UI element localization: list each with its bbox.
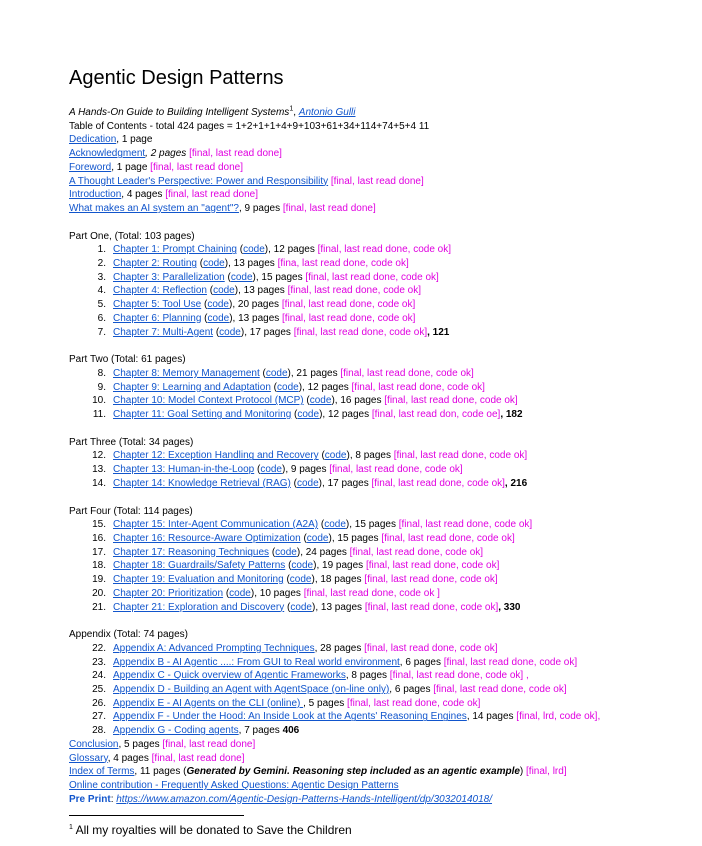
subtitle-line (69, 106, 689, 120)
chapter-status: [final, last read done, code ok] (282, 312, 416, 324)
appendix-pages: , 6 pages (389, 684, 434, 696)
front-matter-link[interactable]: A Thought Leader's Perspective: Power and Responsibility (69, 175, 329, 187)
appendix-number: 24. (92, 670, 106, 682)
front-matter-item (69, 161, 689, 175)
paren-open: ( (269, 546, 276, 558)
chapter-link[interactable]: Chapter 19: Evaluation and Monitoring (113, 574, 284, 586)
appendix-link[interactable]: Appendix G - Coding agents (113, 725, 239, 737)
paren-close: ) (229, 312, 233, 324)
chapter-item (69, 367, 689, 381)
chapter-link[interactable]: Chapter 20: Prioritization (113, 587, 224, 599)
appendix-number: 23. (92, 656, 106, 668)
chapter-status: [final, last read done, code ok] (393, 450, 528, 462)
paren-open: ( (318, 450, 325, 462)
chapter-pages: , 18 pages (314, 574, 365, 586)
appendix-link[interactable]: Appendix A: Advanced Prompting Techniques (113, 642, 315, 654)
chapter-status: [final, last read done, code ok] (281, 299, 416, 311)
paren-close: ) (224, 258, 229, 270)
paren-close: ) (346, 450, 350, 462)
chapter-item (69, 394, 689, 408)
running-total: , 330 (498, 601, 521, 613)
code-link[interactable]: code (203, 258, 225, 270)
index-note: Generated by Gemini. Reasoning step included as an agentic example (186, 766, 520, 778)
appendix-number: 27. (92, 711, 106, 723)
appendix-link[interactable]: Appendix B - AI Agentic ....: From GUI to Real world environment (113, 656, 400, 668)
footnote-text: All my royalties will be donated to Save the Children (72, 823, 352, 837)
paren-open: ( (283, 574, 290, 586)
paren-open: ( (291, 409, 298, 421)
paren-close: ) (264, 244, 269, 256)
front-matter-status: [final, last read done] (165, 189, 259, 201)
chapter-pages: , 15 pages (331, 532, 382, 544)
front-matter-status: [final, last read done] (282, 202, 376, 214)
paren-open: ( (303, 395, 310, 407)
preprint-link[interactable]: https://www.amazon.com/Agentic-Design-Patterns-Hands-Intelligent/dp/3032014018/ (116, 793, 493, 805)
paren-open: ( (224, 271, 231, 283)
chapter-number: 21. (92, 601, 106, 613)
appendix-number: 22. (92, 642, 106, 654)
chapter-number: 9. (97, 381, 106, 393)
paren-open: ( (270, 381, 278, 393)
chapter-number: 12. (92, 450, 106, 462)
preprint-separator: : (110, 793, 117, 805)
chapter-status: [final, last read done, code ok] (293, 326, 428, 338)
paren-open: ( (201, 299, 208, 311)
front-matter-item (69, 188, 689, 202)
chapter-link[interactable]: Chapter 5: Tool Use (113, 299, 202, 311)
front-matter-status: [final, last read done] (330, 175, 424, 187)
front-matter-item (69, 147, 689, 161)
chapter-status: [final, last read done, code ok] (398, 519, 533, 531)
faq-link[interactable]: Online contribution - Frequently Asked Questions: Agentic Design Patterns (69, 779, 399, 791)
glossary-status: [final, last read done] (151, 752, 245, 764)
chapter-status: [final, last read done, code ok] (351, 381, 485, 393)
chapter-link[interactable]: Chapter 14: Knowledge Retrieval (RAG) (113, 477, 291, 489)
front-matter-link[interactable]: Foreword (69, 161, 112, 173)
chapter-status: [final, last read done, code ok] (364, 601, 499, 613)
chapter-number: 18. (92, 560, 106, 572)
chapter-item (69, 587, 689, 601)
toc-summary: Table of Contents - total 424 pages = 1+2+1+1+4+9+103+61+34+114+74+5+4 11 (69, 120, 430, 132)
chapter-item (69, 477, 689, 491)
code-link[interactable]: code (309, 395, 332, 407)
front-matter-item (69, 202, 689, 216)
code-link[interactable]: code (265, 367, 288, 379)
running-total: , 216 (504, 477, 528, 489)
appendix-number: 28. (92, 725, 106, 737)
chapter-item (69, 449, 689, 463)
appendix-pages: , 8 pages (345, 670, 390, 682)
paren-close: ) (240, 326, 245, 338)
chapter-pages: , 13 pages (232, 312, 283, 324)
code-link[interactable]: code (230, 271, 253, 283)
chapter-number: 15. (92, 519, 106, 531)
code-link[interactable]: code (213, 285, 235, 297)
paren-close: ) (319, 409, 323, 421)
appendix-number: 25. (92, 684, 106, 696)
front-matter-status: [final, last read done] (186, 148, 282, 160)
paren-close: ) (287, 367, 291, 379)
code-link[interactable]: code (207, 312, 230, 324)
code-link[interactable]: code (324, 450, 347, 462)
chapter-status: [final, last read done, code ok] (305, 271, 439, 283)
appendix-pages: , 5 pages (303, 697, 348, 709)
chapter-pages: , 13 pages (228, 258, 278, 270)
chapter-number: 17. (92, 546, 106, 558)
appendix-status: [final, last read done, code ok] (364, 642, 498, 654)
chapter-pages: , 10 pages (254, 587, 304, 599)
appendix-pages: , 14 pages (466, 711, 517, 723)
document-body (69, 64, 689, 806)
code-link[interactable]: code (289, 574, 312, 586)
paren-close: ) (345, 519, 350, 531)
paren-open: ( (206, 285, 214, 297)
front-matter-status: [final, last read done] (150, 161, 244, 173)
chapter-pages: , 12 pages (302, 381, 352, 393)
chapter-item (69, 298, 689, 312)
chapter-item (69, 243, 689, 257)
paren-open: ( (201, 312, 208, 324)
appendix-item (69, 710, 689, 724)
chapter-item (69, 284, 689, 298)
chapter-item (69, 518, 689, 532)
running-total: , 182 (500, 409, 523, 421)
chapter-item (69, 463, 689, 477)
preprint-line (69, 793, 689, 807)
front-matter-list (69, 133, 689, 215)
chapter-number: 16. (92, 532, 106, 544)
appendix-item (69, 669, 689, 683)
chapter-item (69, 271, 689, 285)
faq-line (69, 779, 689, 793)
appendix-item (69, 697, 689, 711)
front-matter-item (69, 133, 689, 147)
appendix-heading: Appendix (Total: 74 pages) (69, 629, 188, 641)
paren-open: ( (236, 244, 244, 256)
paren-close: ) (296, 546, 301, 558)
front-matter-link[interactable]: Acknowledgment (69, 148, 146, 160)
chapter-number: 1. (97, 244, 106, 256)
chapter-link[interactable]: Chapter 1: Prompt Chaining (113, 244, 237, 256)
running-total: , 121 (427, 326, 450, 338)
chapter-pages: , 17 pages (244, 326, 294, 338)
chapter-pages: , 15 pages (349, 519, 399, 531)
chapter-item (69, 408, 689, 422)
index-pages: , 11 pages ( (134, 766, 187, 778)
chapter-link[interactable]: Chapter 7: Multi-Agent (113, 326, 214, 338)
index-link[interactable]: Index of Terms (69, 766, 135, 778)
chapter-item (69, 559, 689, 573)
chapter-pages: , 20 pages (232, 299, 282, 311)
code-link[interactable]: code (291, 560, 314, 572)
chapter-status: [final, last read don, code oe] (371, 409, 501, 421)
appendix-status: [final, last read done, code ok] , (389, 670, 529, 682)
paren-open: ( (290, 477, 297, 489)
chapter-number: 6. (97, 312, 106, 324)
front-matter-link[interactable]: Introduction (69, 189, 122, 201)
code-link[interactable]: code (207, 299, 229, 311)
appendix-link[interactable]: Appendix D - Building an Agent with AgentSpace (on-line only) (113, 684, 390, 696)
conclusion-status: [final, last read done] (162, 738, 256, 750)
appendix-link[interactable]: Appendix C - Quick overview of Agentic Frameworks (113, 670, 346, 682)
part-heading: Part Three (Total: 34 pages) (69, 436, 194, 448)
paren-open: ( (223, 587, 230, 599)
appendix-item (69, 656, 689, 670)
code-link[interactable]: code (277, 381, 299, 393)
paren-open: ( (300, 532, 307, 544)
appendix-pages: , 6 pages (399, 656, 444, 668)
chapter-link[interactable]: Chapter 3: Parallelization (113, 271, 225, 283)
chapter-status: [final, last read done, code ok] (371, 477, 505, 489)
appendix-pages: , 7 pages (238, 725, 283, 737)
chapter-pages: , 9 pages (285, 464, 330, 476)
chapter-link[interactable]: Chapter 12: Exception Handling and Recovery (113, 450, 319, 462)
code-link[interactable]: code (290, 601, 312, 613)
conclusion-pages: , 5 pages (118, 738, 163, 750)
parts-list (69, 216, 689, 615)
paren-close: ) (328, 532, 332, 544)
conclusion-link[interactable]: Conclusion (69, 738, 119, 750)
conclusion-line (69, 738, 689, 752)
part-heading: Part One, (Total: 103 pages) (69, 230, 195, 242)
chapter-number: 2. (97, 258, 106, 270)
chapter-link[interactable]: Chapter 11: Goal Setting and Monitoring (113, 409, 292, 421)
chapter-status: [final, last read done, code ok] (365, 560, 500, 572)
footnote-number: 1 (69, 824, 73, 831)
chapter-status: [final, last read done, code ok] (317, 244, 452, 256)
subtitle-separator: , (293, 107, 299, 118)
paren-close: ) (282, 464, 286, 476)
chapter-status: [fina, last read done, code ok] (277, 258, 409, 270)
running-total: 406 (282, 725, 300, 737)
chapter-status: [final, last read done, code ok ] (303, 587, 440, 599)
chapter-pages: , 12 pages (322, 409, 372, 421)
paren-close: ) (312, 601, 316, 613)
chapter-item (69, 257, 689, 271)
chapter-number: 11. (92, 409, 106, 421)
appendix-status: [final, last read done, code ok] (347, 697, 481, 709)
chapter-pages: , 8 pages (349, 450, 394, 462)
chapter-number: 10. (92, 395, 106, 407)
chapter-pages: , 19 pages (316, 560, 366, 572)
front-matter-link[interactable]: What makes an AI system an "agent"? (69, 202, 239, 214)
paren-open: ( (213, 326, 220, 338)
chapter-pages: , 16 pages (334, 395, 385, 407)
paren-close: ) (250, 587, 255, 599)
glossary-line (69, 752, 689, 766)
preprint-label: Pre Print (69, 793, 111, 805)
chapter-item (69, 601, 689, 615)
chapter-link[interactable]: Chapter 6: Planning (113, 312, 202, 324)
author-link[interactable]: Antonio Gulli (298, 107, 356, 118)
chapter-item (69, 326, 689, 340)
paren-close: ) (234, 285, 239, 297)
chapter-number: 3. (97, 271, 106, 283)
code-link[interactable]: code (306, 532, 329, 544)
section-gap (69, 339, 689, 353)
appendix-number: 26. (92, 697, 106, 709)
chapter-number: 4. (97, 285, 106, 297)
appendix-item (69, 683, 689, 697)
chapter-link[interactable]: Chapter 9: Learning and Adaptation (113, 381, 271, 393)
section-gap (69, 216, 689, 230)
appendix-item (69, 642, 689, 656)
chapter-item (69, 381, 689, 395)
appendix-item (69, 724, 689, 738)
chapter-link[interactable]: Chapter 18: Guardrails/Safety Patterns (113, 560, 286, 572)
footnote-rule (69, 815, 244, 816)
code-link[interactable]: code (297, 409, 320, 421)
code-link[interactable]: code (324, 519, 346, 531)
chapter-number: 20. (92, 587, 106, 599)
chapter-link[interactable]: Chapter 21: Exploration and Discovery (113, 601, 285, 613)
chapter-pages: , 24 pages (300, 546, 350, 558)
chapter-pages: , 21 pages (290, 367, 341, 379)
chapter-item (69, 573, 689, 587)
paren-close: ) (311, 574, 315, 586)
chapter-link[interactable]: Chapter 13: Human-in-the-Loop (113, 464, 255, 476)
section-gap (69, 491, 689, 505)
paren-open: ( (285, 560, 292, 572)
subtitle: A Hands-On Guide to Building Intelligent Systems (69, 107, 290, 118)
chapter-number: 14. (92, 477, 106, 489)
appendix-pages: , 28 pages (314, 642, 365, 654)
footnote-ref[interactable]: 1 (289, 105, 294, 113)
chapter-link[interactable]: Chapter 2: Routing (113, 258, 197, 270)
chapter-pages: , 12 pages (268, 244, 318, 256)
chapter-link[interactable]: Chapter 4: Reflection (113, 285, 207, 297)
code-link[interactable]: code (275, 546, 297, 558)
code-link[interactable]: code (260, 464, 282, 476)
front-matter-item (69, 175, 689, 189)
front-matter-link[interactable]: Dedication (69, 134, 117, 146)
chapter-link[interactable]: Chapter 15: Inter-Agent Communication (A2A) (113, 519, 319, 531)
front-matter-pages: , 2 pages (145, 148, 187, 160)
chapter-pages: , 17 pages (322, 477, 372, 489)
paren-open: ( (284, 601, 291, 613)
chapter-item (69, 546, 689, 560)
index-note-close: ) (519, 766, 527, 778)
glossary-link[interactable]: Glossary (69, 752, 108, 764)
chapter-status: [final, last read done, code ok] (287, 285, 421, 297)
section-gap (69, 422, 689, 436)
chapter-number: 13. (92, 464, 106, 476)
paren-open: ( (259, 367, 266, 379)
footnote (69, 822, 352, 838)
chapter-number: 5. (97, 299, 106, 311)
chapter-pages: , 13 pages (238, 285, 288, 297)
paren-close: ) (331, 395, 335, 407)
paren-open: ( (318, 519, 325, 531)
paren-close: ) (318, 477, 323, 489)
front-matter-pages: , 1 page (116, 134, 153, 146)
appendix-link[interactable]: Appendix F - Under the Hood: An Inside Look at the Agents' Reasoning Engines (113, 711, 467, 723)
chapter-link[interactable]: Chapter 8: Memory Management (113, 367, 260, 379)
index-status: [final, lrd] (526, 766, 567, 778)
chapter-number: 19. (92, 574, 106, 586)
paren-close: ) (252, 271, 256, 283)
code-link[interactable]: code (243, 244, 265, 256)
front-matter-pages: , 4 pages (121, 189, 166, 201)
appendix-list (69, 642, 689, 738)
chapter-status: [final, last read done, code ok] (364, 574, 498, 586)
chapter-pages: , 15 pages (255, 271, 306, 283)
chapter-status: [final, last read done, code ok] (384, 395, 518, 407)
appendix-status: [final, last read done, code ok] (433, 684, 567, 696)
appendix-status: [final, last read done, code ok] (443, 656, 578, 668)
appendix-link[interactable]: Appendix E - AI Agents on the CLI (online) (113, 697, 304, 709)
chapter-item (69, 532, 689, 546)
paren-close: ) (229, 299, 233, 311)
code-link[interactable]: code (229, 587, 251, 599)
page-title: Agentic Design Patterns (69, 67, 284, 89)
chapter-status: [final, last read done, code ok] (381, 532, 515, 544)
chapter-number: 8. (97, 367, 106, 379)
paren-close: ) (313, 560, 317, 572)
chapter-item (69, 312, 689, 326)
chapter-status: [final, last read done, code ok] (340, 367, 474, 379)
appendix-status: [final, lrd, code ok], (516, 711, 601, 723)
part-heading: Part Four (Total: 114 pages) (69, 505, 193, 517)
chapter-link[interactable]: Chapter 17: Reasoning Techniques (113, 546, 270, 558)
part-heading: Part Two (Total: 61 pages) (69, 354, 186, 366)
chapter-pages: , 13 pages (315, 601, 365, 613)
chapter-link[interactable]: Chapter 16: Resource-Aware Optimization (113, 532, 301, 544)
chapter-status: [final, last read done, code ok] (329, 464, 463, 476)
chapter-link[interactable]: Chapter 10: Model Context Protocol (MCP) (113, 395, 304, 407)
chapter-status: [final, last read done, code ok] (349, 546, 484, 558)
front-matter-pages: , 9 pages (238, 202, 283, 214)
paren-open: ( (254, 464, 261, 476)
code-link[interactable]: code (296, 477, 319, 489)
paren-open: ( (196, 258, 204, 270)
paren-close: ) (298, 381, 303, 393)
code-link[interactable]: code (219, 326, 241, 338)
index-line (69, 765, 689, 779)
chapter-number: 7. (97, 326, 106, 338)
glossary-pages: , 4 pages (107, 752, 152, 764)
front-matter-pages: , 1 page (111, 161, 151, 173)
